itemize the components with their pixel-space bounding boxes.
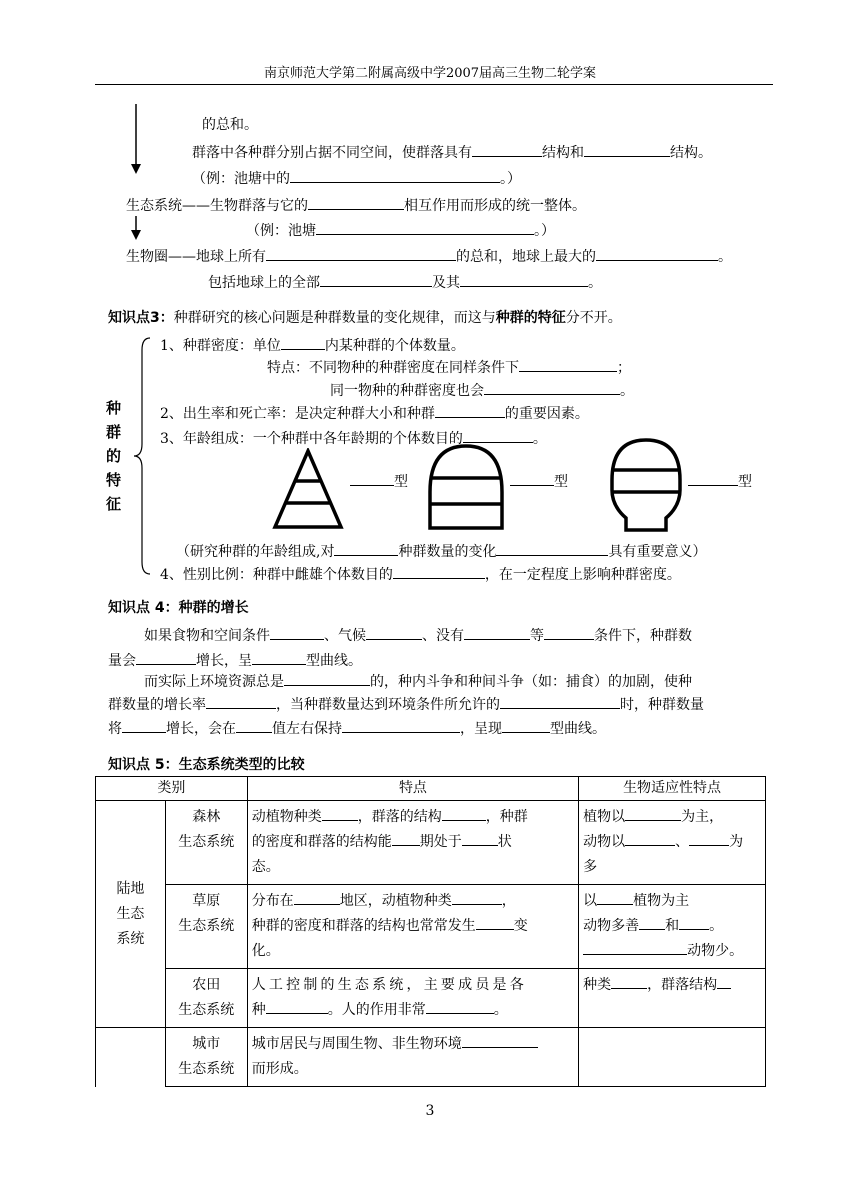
- page-header: 南京师范大学第二附属高级中学2007届高三生物二轮学案: [263, 66, 597, 81]
- down-arrow-icon-2: [128, 216, 144, 242]
- land-ecosystem-group: 陆地 生态 系统: [96, 801, 166, 1028]
- header-adaptation: 生物适应性特点: [579, 777, 766, 801]
- empty-group-cell: [96, 1028, 166, 1087]
- type-label-1: 型: [350, 472, 408, 491]
- grassland-features: 分布在 地区，动植物种类 ， 种群的密度和群落的结构也常常发生 变 化。: [247, 885, 578, 969]
- hierarchy-line-3: （例：池塘中的 。）: [192, 171, 521, 187]
- kp3-item-1: 1、种群密度：单位 内某种群的个体数量。: [160, 338, 465, 354]
- brace-icon: [130, 336, 154, 576]
- header-rule: [95, 84, 773, 85]
- table-row: [96, 1028, 766, 1087]
- forest-adaptation: 植物以 为主， 动物以 、 为 多: [579, 801, 766, 885]
- hierarchy-line-7: 包括地球上的全部 及其 。: [208, 275, 602, 291]
- grassland-adaptation: 以 植物为主 动物多善 和 。 动物少。: [579, 885, 766, 969]
- hierarchy-line-2: 群落中各种群分别占据不同空间，使群落具有 结构和 结构。: [192, 145, 712, 161]
- header-category: 类别: [96, 777, 248, 801]
- forest-features: 动植物种类 ，群落的结构 ，种群 的密度和群落的结构能 期处于 状 态。: [247, 801, 578, 885]
- hierarchy-line-1: 的总和。: [202, 117, 258, 133]
- table-header-row: [96, 777, 766, 801]
- type-label-2: 型: [510, 472, 568, 491]
- hierarchy-line-6: 生物圈——地球上所有 的总和，地球上最大的 。: [126, 249, 732, 265]
- table-row: [96, 885, 766, 969]
- hierarchy-line-4: 生态系统——生物群落与它的 相互作用而形成的统一整体。: [126, 198, 586, 214]
- header-features: 特点: [247, 777, 578, 801]
- farmland-features: 人工控制的生态系统，主要成员是各 种 。人的作用非常 。: [247, 969, 578, 1028]
- kp4-paragraph-line-3: 而实际上环境资源总是 的，种内斗争和种间斗争（如：捕食）的加剧，使种: [144, 674, 692, 690]
- page-number: 3: [425, 1103, 435, 1119]
- down-arrow-icon: [128, 104, 144, 176]
- decline-pyramid-icon: [606, 436, 686, 534]
- kp3-item-1-feature-2: 同一物种的种群密度也会 。: [330, 383, 634, 399]
- farmland-adaptation: 种类 ，群落结构: [579, 969, 766, 1028]
- kp5-heading: 知识点 5：生态系统类型的比较: [108, 757, 305, 773]
- type-label-3: 型: [688, 472, 752, 491]
- brace-label: 种 群 的 特 征: [106, 399, 122, 513]
- kp4-paragraph-line-1: 如果食物和空间条件 、气候 、没有 等 条件下，种群数: [144, 628, 692, 644]
- table-row: [96, 801, 766, 885]
- kp4-paragraph-line-5: 将 增长，会在 值左右保持 ，呈现 型曲线。: [108, 721, 606, 737]
- ecosystem-comparison-table: [95, 776, 766, 1087]
- kp4-paragraph-line-2: 量会 增长，呈 型曲线。: [108, 653, 362, 669]
- row-type-farmland: 农田 生态系统: [165, 969, 247, 1028]
- kp3-research-note: （研究种群的年龄组成,对 种群数量的变化 具有重要意义）: [176, 544, 707, 560]
- stable-pyramid-icon: [424, 442, 508, 532]
- kp3-heading: 知识点3：种群研究的核心问题是种群数量的变化规律，而这与种群的特征分不开。: [108, 310, 622, 326]
- row-type-forest: 森林 生态系统: [165, 801, 247, 885]
- hierarchy-line-5: （例：池塘 。）: [246, 223, 555, 239]
- city-features: 城市居民与周围生物、非生物环境 而形成。: [247, 1028, 578, 1087]
- row-type-city: 城市 生态系统: [165, 1028, 247, 1087]
- row-type-grassland: 草原 生态系统: [165, 885, 247, 969]
- kp3-item-3: 3、年龄组成：一个种群中各年龄期的个体数目的 。: [160, 431, 547, 447]
- city-adaptation: [579, 1028, 766, 1087]
- table-row: [96, 969, 766, 1028]
- kp3-item-4: 4、性别比例：种群中雌雄个体数目的 ，在一定程度上影响种群密度。: [160, 567, 681, 583]
- growth-pyramid-icon: [272, 448, 344, 530]
- kp4-paragraph-line-4: 群数量的增长率 ，当种群数量达到环境条件所允许的 时，种群数量: [108, 697, 704, 713]
- kp4-heading: 知识点 4：种群的增长: [108, 600, 249, 616]
- kp3-item-2: 2、出生率和死亡率：是决定种群大小和种群 的重要因素。: [160, 406, 589, 422]
- kp3-item-1-feature: 特点：不同物种的种群密度在同样条件下 ；: [267, 360, 631, 376]
